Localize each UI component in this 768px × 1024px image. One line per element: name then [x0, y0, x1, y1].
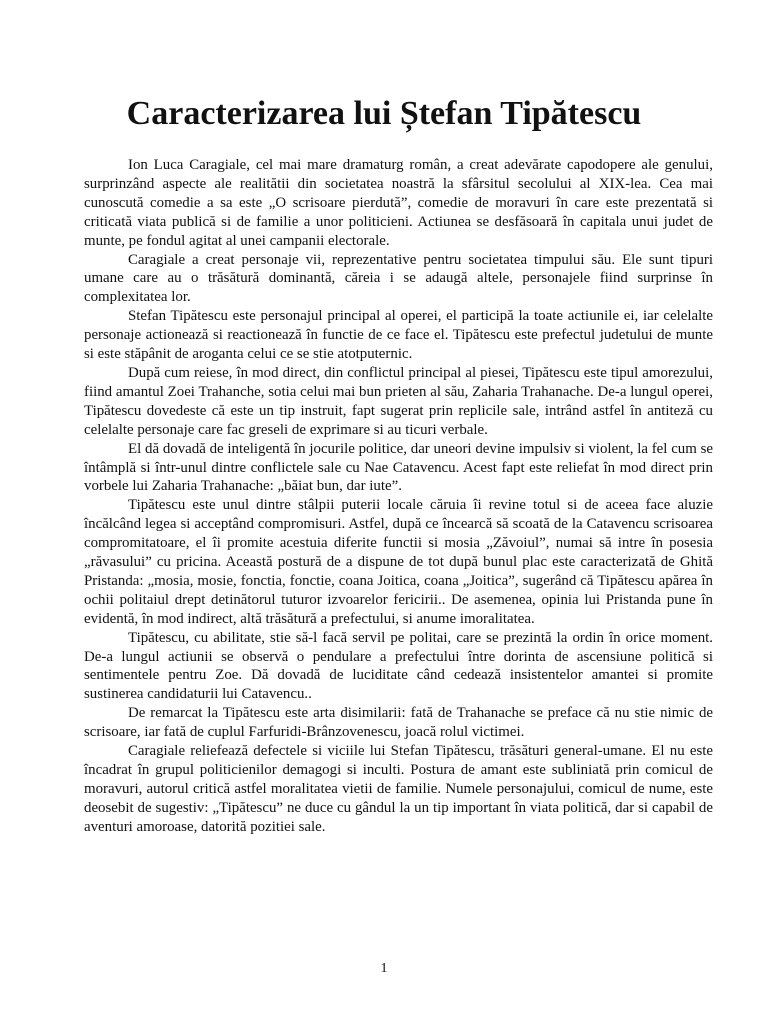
- paragraph: Tipătescu este unul dintre stâlpii puterii locale căruia îi revine totul si de aceea face aluzie încălcând legea si acceptând compromisuri. Astfel, după ce încearcă să scoată de la Catavencu scrisoarea compromitatoare, el îi promite acestuia diferite functii si mosia „Zăvoiul”, numai să intre în posesia „răvasului” cu pricina. Această postură de a dispune de tot după bunul plac este caracterizată de Ghită Pristanda: „mosia, mosie, fonctia, fonctie, coana Joitica, coana „Joitica”, sugerând că Tipătescu apărea în ochii politaiul drept detinătorul tuturor izvoarelor fericirii.. De asemenea, opinia lui Pristanda pune în evidentă, în mod indirect, altă trăsătură a prefectului, si anume imoralitatea.: [84, 497, 713, 627]
- document-title: Caracterizarea lui Ștefan Tipătescu: [126, 95, 642, 132]
- paragraph: După cum reiese, în mod direct, din conflictul principal al piesei, Tipătescu este tipul amorezului, fiind amantul Zoei Trahanche, sotia celui mai bun prieten al său, Zaharia Trahanache. De-a lungul operei, Tipătescu dovedeste că este un tip instruit, fapt sugerat prin replicile sale, intrând astfel în antiteză cu celelalte personaje care fac greseli de exprimare si au ticuri verbale.: [84, 364, 713, 438]
- paragraph: Tipătescu, cu abilitate, stie să-l facă servil pe politai, care se prezintă la ordin în orice moment. De-a lungul actiunii se observă o pendulare a prefectului între dorinta de ascensiune politică si sentimentele pentru Zoe. Dă dovadă de luciditate când cedează insistentelor amantei si promite sustinerea candidaturii lui Catavencu..: [84, 629, 713, 703]
- paragraph: De remarcat la Tipătescu este arta disimilarii: fată de Trahanache se preface că nu stie nimic de scrisoare, iar fată de cuplul Farfuridi-Brânzovenescu, joacă rolul victimei.: [84, 705, 713, 741]
- paragraph: El dă dovadă de inteligentă în jocurile politice, dar uneori devine impulsiv si violent, la fel cum se întâmplă si într-unul dintre conflictele sale cu Nae Catavencu. Acest fapt este reliefat în mod direct prin vorbele lui Zaharia Trahanache: „băiat bun, dar iute”.: [84, 440, 713, 495]
- page-number: 1: [380, 961, 388, 976]
- paragraph: Caragiale reliefează defectele si viciile lui Stefan Tipătescu, trăsături general-umane. El nu este încadrat în grupul politicienilor demagogi si inculti. Postura de amant este subliniată prin comicul de moravuri, autorul critică astfel moralitatea vietii de familie. Numele personajului, comicul de nume, este deosebit de sugestiv: „Tipătescu” ne duce cu gândul la un tip important în viata politică, dar si capabil de aventuri amoroase, datorită pozitiei sale.: [84, 743, 713, 835]
- paragraph: Stefan Tipătescu este personajul principal al operei, el participă la toate actiunile ei, iar celelalte personaje actionează si reactionează în functie de ce face el. Tipătescu este prefectul judetului de munte si este stăpânit de aroganta celui ce se stie atotputernic.: [84, 308, 713, 363]
- document-body: [84, 156, 713, 837]
- paragraph: Caragiale a creat personaje vii, reprezentative pentru societatea timpului său. Ele sunt tipuri umane care au o trăsătură dominantă, căreia i se adaugă altele, personajele fiind surprinse în complexitatea lor.: [84, 251, 713, 306]
- paragraph: Ion Luca Caragiale, cel mai mare dramaturg român, a creat adevărate capodopere ale genului, surprinzând aspecte ale realitătii din societatea noastră la sfârsitul secolului al XIX-lea. Cea mai cunoscută comedie a sa este „O scrisoare pierdută”, comedie de moravuri în care este prezentată si criticată viata publică si de familie a unor politicieni. Actiunea se desfăsoară în capitala unui judet de munte, pe fondul agitat al unei campanii electorale.: [84, 157, 713, 249]
